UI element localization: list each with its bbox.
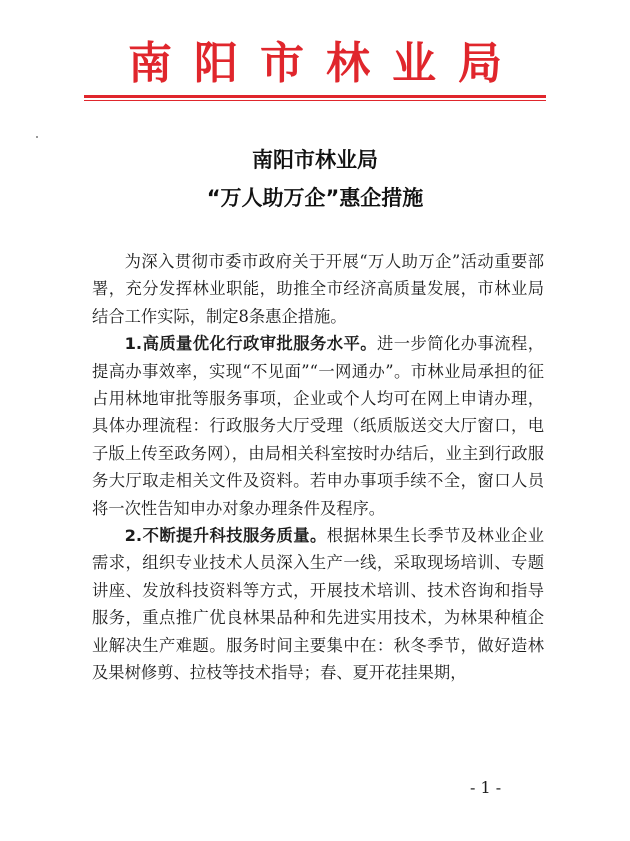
document-title-line1: 南阳市林业局 [252, 148, 378, 172]
letterhead-divider-thick [84, 95, 546, 98]
paragraph-measure-1 [92, 330, 544, 522]
paragraph-measure-2-text: 根据林果生长季节及林业企业需求，组织专业技术人员深入生产一线，采取现场培训、专题讲座、发放科技资料等方式，开展技术培训、技术咨询和指导服务，重点推广优良林果品种和先进实用技术，为林果种植企业解决生产难题。服务时间主要集中在：秋冬季节，做好造林及果树修剪、拉枝等技术指导；春、夏开花挂果期， [92, 526, 544, 683]
letterhead-divider-thin [84, 100, 546, 101]
paragraph-measure-1-text: 进一步简化办事流程，提高办事效率，实现“不见面”“一网通办”。市林业局承担的征占用林地审批等服务事项，企业或个人均可在网上申请办理，具体办理流程：行政服务大厅受理（纸质版送交大厅窗口，电子版上传至政务网），由局相关科室按时办结后，业主到行政服务大厅取走相关文件及资料。若申办事项手续不全，窗口人员将一次性告知申办对象办理条件及程序。 [92, 334, 544, 518]
paragraph-measure-2-heading: 2.不断提升科技服务质量。 [124, 526, 327, 546]
paragraph-measure-1-heading: 1.高质量优化行政审批服务水平。 [124, 334, 377, 354]
document-body [92, 248, 544, 687]
scan-speck [36, 136, 38, 138]
paragraph-intro-text: 为深入贯彻市委市政府关于开展“万人助万企”活动重要部署，充分发挥林业职能，助推全市经济高质量发展，市林业局结合工作实际，制定8条惠企措施。 [92, 252, 544, 326]
letterhead-org-name: 南阳市林业局 [128, 38, 524, 89]
paragraph-measure-2 [92, 522, 544, 686]
page-number: - 1 - [470, 778, 502, 797]
document-title-line2: “万人助万企”惠企措施 [206, 186, 424, 210]
paragraph-intro [92, 248, 544, 330]
